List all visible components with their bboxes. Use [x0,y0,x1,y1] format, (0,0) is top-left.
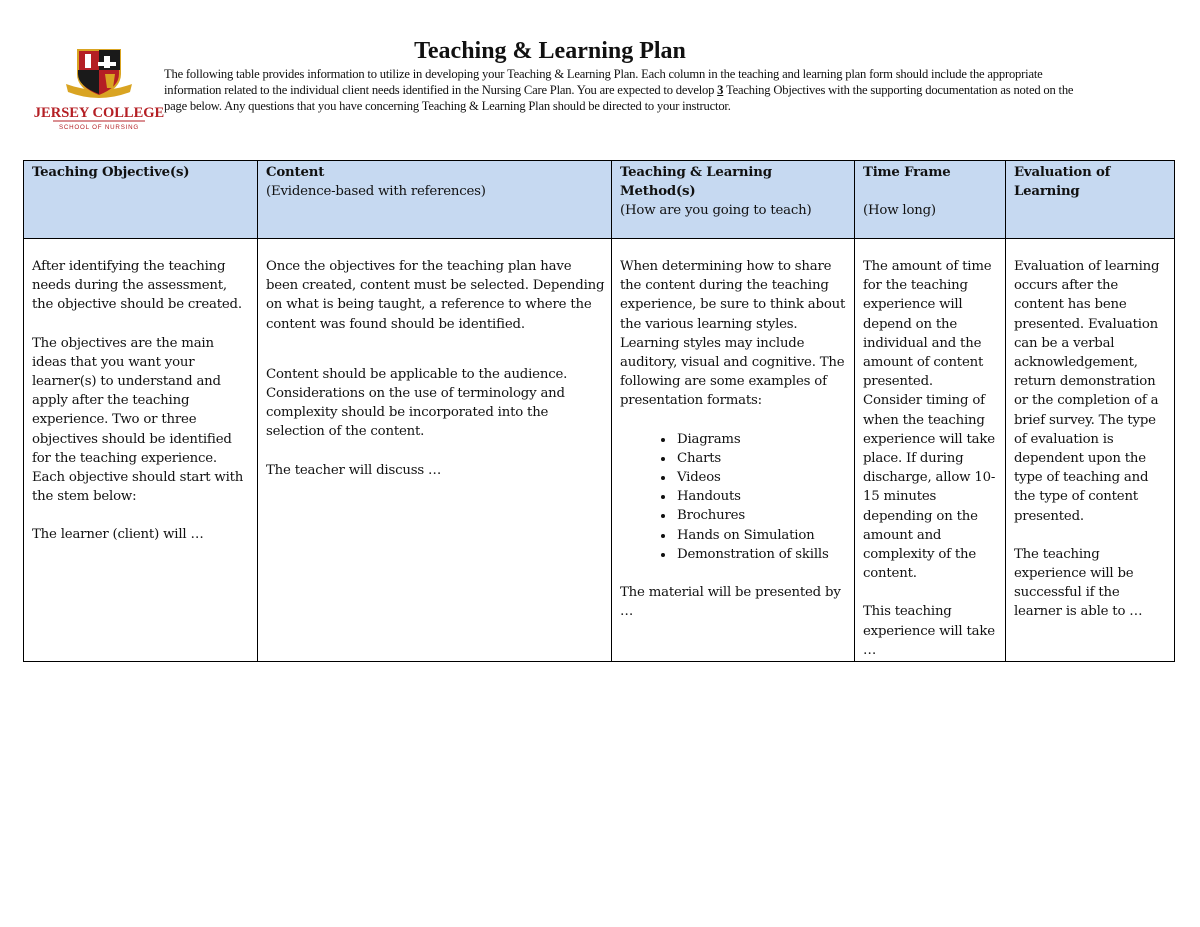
header-content [258,161,612,239]
header-subtitle: (How are you going to teach) [620,203,812,219]
cell-objectives [24,239,258,662]
header-title: Time Frame [863,165,951,180]
header-title: Content [266,165,325,180]
list-item: • Diagrams [675,430,848,449]
logo-subtitle: SCHOOL OF NURSING [58,124,140,131]
header-time-frame [855,161,1006,239]
list-item: • Brochures [675,506,848,525]
header-title: Teaching Objective(s) [32,165,190,180]
content-stem: The teacher will discuss … [266,462,442,478]
list-item: • Demonstration of skills [675,545,848,564]
logo-wordmark: JERSEY COLLEGE [33,105,165,121]
cell-method [612,239,855,662]
content-paragraph: Content should be applicable to the audience. Considerations on the use of terminology and complexity should be incorporated into the selection of the content. [266,366,568,440]
header-title: Evaluation of Learning [1014,165,1111,200]
objectives-paragraph: After identifying the teaching needs during the assessment, the objective should be created. [32,259,242,313]
header-subtitle: (Evidence-based with references) [266,184,486,200]
header-subtitle: (How long) [863,203,936,219]
intro-text-a: The following table provides information to utilize in developing your Teaching & Learning Plan. Each column in the teaching and learning plan form should include the appropriate information related to the individual client needs identified in the Nursing Care Plan. You are expected to develop [164,67,1043,97]
list-item: • Hands on Simulation [675,526,848,545]
objectives-stem: The learner (client) will … [32,527,204,543]
content-paragraph: Once the objectives for the teaching plan have been created, content must be selected. Depending on what is being taught, a reference to where the content was found should be identified. [266,259,605,332]
header-evaluation [1006,161,1175,239]
header-objectives [24,161,258,239]
cell-time-frame [855,239,1006,662]
list-item: • Handouts [675,487,848,506]
intro-text-b: Teaching Objectives with the supporting documentation as noted on the page below. Any questions that you have concerning Teaching & Learning Plan should be directed to your instructor. [164,83,1074,113]
objectives-paragraph: The objectives are the main ideas that you want your learner(s) to understand and apply after the teaching experience. Two or three objectives should be identified for the teaching experience. Each objective should start with the stem below: [32,335,244,505]
time-frame-stem: This teaching experience will take … [863,604,995,658]
cell-evaluation [1006,239,1175,662]
page-title: Teaching & Learning Plan [414,38,686,64]
time-frame-paragraph: Consider timing of when the teaching experience will take place. If during discharge, allow 10-15 minutes depending on the amount and complexity of the content. [863,393,996,582]
list-item: • Charts [675,449,848,468]
objective-count: 3 [717,83,724,97]
intro-paragraph [164,66,1094,114]
table-header-row [24,161,1175,239]
method-stem: The material will be presented by … [620,585,841,620]
header-title: Teaching & Learning Method(s) [620,165,772,200]
time-frame-paragraph: The amount of time for the teaching experience will depend on the individual and the amount of content presented. [863,259,992,390]
cell-content [258,239,612,662]
teaching-plan-table [23,160,1175,662]
table-body-row [24,239,1175,662]
header-method [612,161,855,239]
evaluation-stem: The teaching experience will be successful if the learner is able to … [1014,546,1143,620]
method-paragraph: When determining how to share the content during the teaching experience, be sure to think about the various learning styles. Learning styles may include auditory, visual and cognitive. The following are some examples of presentation formats: [620,259,846,409]
presentation-formats-list [620,430,848,564]
list-item: • Videos [675,468,848,487]
evaluation-paragraph: Evaluation of learning occurs after the content has bene presented. Evaluation can be a verbal acknowledgement, return demonstration or the completion of a brief survey. The type of evaluation is dependent upon the type of teaching and the type of content presented. [1014,259,1160,524]
